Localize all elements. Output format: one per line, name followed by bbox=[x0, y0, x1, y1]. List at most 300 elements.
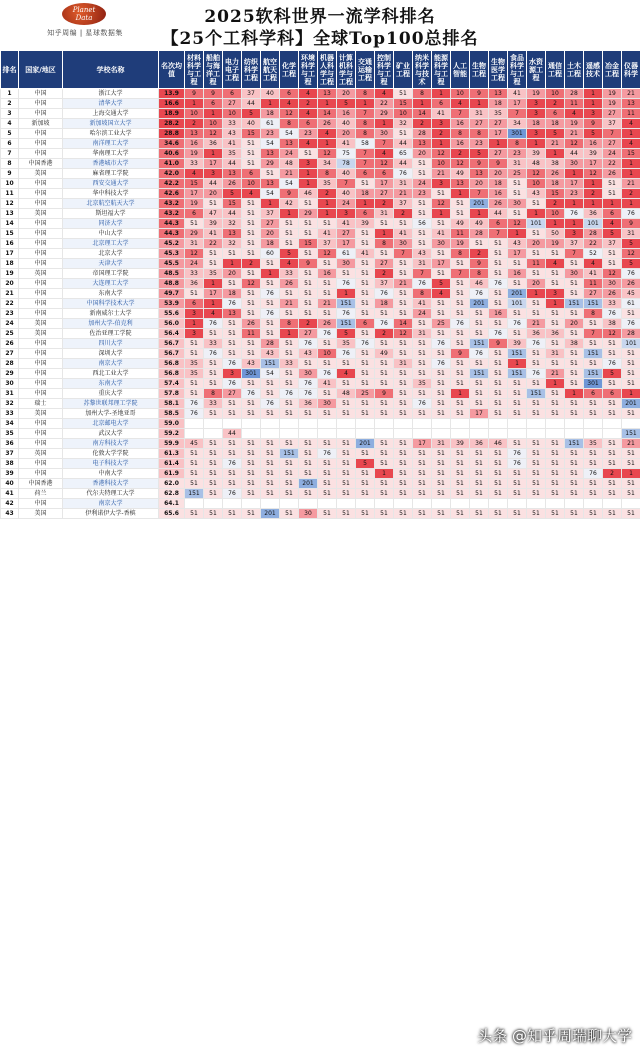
avg-cell: 57.8 bbox=[159, 389, 185, 399]
score-cell: 51 bbox=[299, 489, 318, 499]
score-cell: 17 bbox=[375, 179, 394, 189]
score-cell: 33 bbox=[185, 269, 204, 279]
score-cell: 20 bbox=[527, 239, 546, 249]
table-row bbox=[1, 309, 640, 319]
score-cell: 15 bbox=[299, 239, 318, 249]
school-cell: 东南大学 bbox=[63, 289, 159, 299]
score-cell: 26 bbox=[242, 319, 261, 329]
score-cell: 27 bbox=[603, 109, 622, 119]
score-cell: 15 bbox=[546, 189, 565, 199]
score-cell: 23 bbox=[299, 129, 318, 139]
score-cell: 51 bbox=[508, 259, 527, 269]
score-cell: 151 bbox=[508, 369, 527, 379]
score-cell: 6 bbox=[223, 89, 242, 99]
score-cell: 51 bbox=[280, 369, 299, 379]
score-cell: 1 bbox=[622, 469, 640, 479]
school-cell: 清华大学 bbox=[63, 99, 159, 109]
score-cell: 51 bbox=[394, 129, 413, 139]
score-cell: 1 bbox=[565, 389, 584, 399]
score-cell: 27 bbox=[299, 329, 318, 339]
avg-cell: 61.3 bbox=[159, 449, 185, 459]
score-cell: 1 bbox=[622, 169, 640, 179]
score-cell: 51 bbox=[489, 249, 508, 259]
score-cell: 51 bbox=[413, 389, 432, 399]
score-cell bbox=[375, 499, 394, 509]
score-cell: 51 bbox=[223, 439, 242, 449]
score-cell: 12 bbox=[432, 199, 451, 209]
score-cell: 31 bbox=[375, 209, 394, 219]
score-cell: 11 bbox=[565, 99, 584, 109]
avg-cell: 64.1 bbox=[159, 499, 185, 509]
avg-cell: 44.3 bbox=[159, 219, 185, 229]
score-cell: 51 bbox=[622, 349, 640, 359]
score-cell: 1 bbox=[223, 259, 242, 269]
score-cell: 17 bbox=[584, 159, 603, 169]
school-cell: 伊利诺伊大学-香槟 bbox=[63, 509, 159, 519]
score-cell: 9 bbox=[185, 89, 204, 99]
score-cell bbox=[280, 419, 299, 429]
rank-cell: 5 bbox=[1, 129, 19, 139]
score-cell: 4 bbox=[337, 369, 356, 379]
score-cell: 27 bbox=[470, 119, 489, 129]
score-cell: 51 bbox=[470, 329, 489, 339]
avg-cell: 56.8 bbox=[159, 359, 185, 369]
score-cell: 2 bbox=[432, 129, 451, 139]
score-cell: 51 bbox=[280, 229, 299, 239]
score-cell: 4 bbox=[204, 309, 223, 319]
region-cell: 中国 bbox=[19, 109, 63, 119]
region-cell: 美国 bbox=[19, 409, 63, 419]
score-cell: 27 bbox=[223, 389, 242, 399]
score-cell: 51 bbox=[413, 469, 432, 479]
rank-cell: 12 bbox=[1, 199, 19, 209]
region-cell: 中国 bbox=[19, 499, 63, 509]
score-cell: 51 bbox=[299, 309, 318, 319]
score-cell: 51 bbox=[451, 479, 470, 489]
school-cell: 香港城市大学 bbox=[63, 159, 159, 169]
score-cell: 51 bbox=[527, 299, 546, 309]
score-cell bbox=[261, 499, 280, 509]
score-cell: 76 bbox=[185, 399, 204, 409]
table-row bbox=[1, 229, 640, 239]
score-cell: 51 bbox=[470, 379, 489, 389]
score-cell: 51 bbox=[432, 479, 451, 489]
score-cell: 45 bbox=[622, 289, 640, 299]
score-cell bbox=[185, 419, 204, 429]
score-cell: 51 bbox=[356, 239, 375, 249]
school-cell: 加州大学-圣地亚哥 bbox=[63, 409, 159, 419]
score-cell: 76 bbox=[508, 319, 527, 329]
score-cell: 51 bbox=[470, 449, 489, 459]
score-cell: 76 bbox=[356, 339, 375, 349]
score-cell: 51 bbox=[280, 309, 299, 319]
score-cell: 51 bbox=[204, 329, 223, 339]
score-cell: 51 bbox=[451, 209, 470, 219]
score-cell: 14 bbox=[394, 319, 413, 329]
score-cell: 9 bbox=[489, 339, 508, 349]
score-cell: 51 bbox=[261, 459, 280, 469]
score-cell: 50 bbox=[546, 229, 565, 239]
rank-cell: 20 bbox=[1, 279, 19, 289]
table-row bbox=[1, 369, 640, 379]
score-cell: 39 bbox=[356, 219, 375, 229]
score-cell: 151 bbox=[280, 449, 299, 459]
score-cell: 51 bbox=[565, 399, 584, 409]
ranking-table bbox=[0, 50, 640, 519]
planet-data-logo bbox=[36, 3, 134, 39]
score-cell: 151 bbox=[565, 439, 584, 449]
score-cell: 13 bbox=[470, 169, 489, 179]
score-cell: 54 bbox=[280, 179, 299, 189]
score-cell: 51 bbox=[204, 199, 223, 209]
score-cell: 1 bbox=[337, 289, 356, 299]
score-cell: 51 bbox=[451, 469, 470, 479]
score-cell bbox=[337, 429, 356, 439]
score-cell: 33 bbox=[204, 339, 223, 349]
region-cell: 中国 bbox=[19, 349, 63, 359]
avg-cell: 56.7 bbox=[159, 339, 185, 349]
score-cell: 51 bbox=[204, 409, 223, 419]
rank-cell: 42 bbox=[1, 499, 19, 509]
score-cell: 30 bbox=[565, 269, 584, 279]
score-cell: 12 bbox=[185, 249, 204, 259]
rank-cell: 11 bbox=[1, 189, 19, 199]
score-cell: 51 bbox=[375, 459, 394, 469]
school-cell: 浙江大学 bbox=[63, 89, 159, 99]
score-cell: 24 bbox=[603, 149, 622, 159]
score-cell: 51 bbox=[375, 369, 394, 379]
score-cell: 51 bbox=[204, 509, 223, 519]
score-cell: 51 bbox=[413, 209, 432, 219]
score-cell: 51 bbox=[432, 399, 451, 409]
school-cell: 北京理工大学 bbox=[63, 239, 159, 249]
score-cell: 37 bbox=[242, 89, 261, 99]
score-cell: 26 bbox=[622, 279, 640, 289]
score-cell: 51 bbox=[603, 409, 622, 419]
score-cell: 51 bbox=[584, 449, 603, 459]
score-cell: 60 bbox=[261, 249, 280, 259]
score-cell: 31 bbox=[508, 159, 527, 169]
score-cell: 26 bbox=[603, 289, 622, 299]
score-cell: 5 bbox=[280, 249, 299, 259]
score-cell: 51 bbox=[584, 459, 603, 469]
score-cell: 51 bbox=[565, 279, 584, 289]
score-cell: 30 bbox=[337, 259, 356, 269]
score-cell: 4 bbox=[565, 109, 584, 119]
score-cell: 76 bbox=[337, 279, 356, 289]
score-cell: 24 bbox=[337, 199, 356, 209]
region-cell: 中国 bbox=[19, 259, 63, 269]
score-cell: 51 bbox=[337, 449, 356, 459]
avg-cell: 40.6 bbox=[159, 149, 185, 159]
score-cell: 18 bbox=[546, 179, 565, 189]
score-cell: 76 bbox=[299, 379, 318, 389]
score-cell: 51 bbox=[204, 369, 223, 379]
score-cell: 51 bbox=[337, 269, 356, 279]
rank-cell: 21 bbox=[1, 289, 19, 299]
score-cell: 76 bbox=[584, 469, 603, 479]
column-header: 环境科学与工程 bbox=[299, 51, 318, 89]
score-cell: 51 bbox=[451, 409, 470, 419]
score-cell: 7 bbox=[356, 159, 375, 169]
score-cell: 76 bbox=[432, 359, 451, 369]
score-cell: 51 bbox=[375, 309, 394, 319]
score-cell: 41 bbox=[584, 269, 603, 279]
score-cell: 37 bbox=[603, 239, 622, 249]
score-cell: 30 bbox=[565, 159, 584, 169]
score-cell: 13 bbox=[451, 179, 470, 189]
score-cell: 19 bbox=[603, 89, 622, 99]
score-cell: 51 bbox=[489, 319, 508, 329]
score-cell: 51 bbox=[242, 139, 261, 149]
score-cell: 51 bbox=[204, 489, 223, 499]
score-cell: 6 bbox=[356, 209, 375, 219]
score-cell: 21 bbox=[622, 179, 640, 189]
score-cell bbox=[356, 419, 375, 429]
score-cell: 51 bbox=[527, 359, 546, 369]
score-cell: 51 bbox=[565, 309, 584, 319]
table-row bbox=[1, 399, 640, 409]
school-cell: 中国科学技术大学 bbox=[63, 299, 159, 309]
score-cell: 2 bbox=[622, 189, 640, 199]
score-cell: 51 bbox=[508, 309, 527, 319]
score-cell: 51 bbox=[451, 259, 470, 269]
school-cell: 南方科技大学 bbox=[63, 439, 159, 449]
column-header: 电力电子工程 bbox=[223, 51, 242, 89]
table-row bbox=[1, 149, 640, 159]
score-cell: 51 bbox=[394, 309, 413, 319]
score-cell: 11 bbox=[527, 259, 546, 269]
score-cell: 51 bbox=[527, 349, 546, 359]
score-cell: 18 bbox=[489, 99, 508, 109]
score-cell: 8 bbox=[470, 129, 489, 139]
score-cell: 51 bbox=[223, 399, 242, 409]
score-cell: 51 bbox=[489, 509, 508, 519]
score-cell: 41 bbox=[394, 229, 413, 239]
score-cell: 76 bbox=[223, 459, 242, 469]
score-cell: 5 bbox=[470, 149, 489, 159]
score-cell: 4 bbox=[375, 149, 394, 159]
score-cell: 51 bbox=[185, 219, 204, 229]
score-cell: 51 bbox=[242, 479, 261, 489]
score-cell: 151 bbox=[584, 369, 603, 379]
score-cell: 51 bbox=[413, 229, 432, 239]
score-cell: 1 bbox=[508, 359, 527, 369]
column-header: 生物工程 bbox=[470, 51, 489, 89]
score-cell: 2 bbox=[584, 189, 603, 199]
score-cell: 44 bbox=[223, 209, 242, 219]
score-cell: 51 bbox=[432, 329, 451, 339]
score-cell: 9 bbox=[489, 159, 508, 169]
column-header: 控制科学与工程 bbox=[375, 51, 394, 89]
table-row bbox=[1, 189, 640, 199]
score-cell: 9 bbox=[584, 119, 603, 129]
score-cell: 51 bbox=[451, 279, 470, 289]
score-cell: 39 bbox=[527, 149, 546, 159]
score-cell bbox=[356, 429, 375, 439]
score-cell: 36 bbox=[584, 209, 603, 219]
region-cell: 中国香港 bbox=[19, 479, 63, 489]
score-cell: 51 bbox=[318, 359, 337, 369]
score-cell: 51 bbox=[242, 349, 261, 359]
score-cell bbox=[603, 429, 622, 439]
score-cell: 9 bbox=[204, 89, 223, 99]
score-cell bbox=[261, 419, 280, 429]
score-cell: 7 bbox=[451, 269, 470, 279]
score-cell: 51 bbox=[489, 409, 508, 419]
score-cell bbox=[432, 419, 451, 429]
table-row bbox=[1, 209, 640, 219]
score-cell: 35 bbox=[584, 439, 603, 449]
school-cell: 同济大学 bbox=[63, 219, 159, 229]
score-cell: 5 bbox=[356, 459, 375, 469]
score-cell: 51 bbox=[394, 439, 413, 449]
ranking-table-container bbox=[0, 50, 640, 1056]
score-cell: 51 bbox=[603, 439, 622, 449]
score-cell: 51 bbox=[394, 469, 413, 479]
score-cell: 51 bbox=[356, 379, 375, 389]
score-cell: 43 bbox=[527, 189, 546, 199]
score-cell: 51 bbox=[318, 439, 337, 449]
score-cell: 51 bbox=[546, 339, 565, 349]
region-cell: 中国 bbox=[19, 309, 63, 319]
region-cell: 中国 bbox=[19, 419, 63, 429]
score-cell: 22 bbox=[375, 99, 394, 109]
score-cell: 51 bbox=[432, 459, 451, 469]
score-cell: 27 bbox=[584, 289, 603, 299]
score-cell: 1 bbox=[565, 219, 584, 229]
score-cell: 39 bbox=[584, 149, 603, 159]
score-cell: 1 bbox=[280, 329, 299, 339]
score-cell: 51 bbox=[394, 289, 413, 299]
score-cell: 51 bbox=[432, 219, 451, 229]
score-cell: 35 bbox=[204, 269, 223, 279]
logo-subtitle: 知乎周编 | 星球数据集 bbox=[47, 29, 123, 37]
score-cell: 3 bbox=[565, 229, 584, 239]
score-cell: 15 bbox=[394, 99, 413, 109]
score-cell: 51 bbox=[356, 479, 375, 489]
score-cell: 31 bbox=[470, 109, 489, 119]
score-cell: 51 bbox=[508, 409, 527, 419]
region-cell: 中国 bbox=[19, 199, 63, 209]
region-cell: 中国 bbox=[19, 289, 63, 299]
score-cell: 51 bbox=[394, 259, 413, 269]
score-cell: 201 bbox=[299, 479, 318, 489]
score-cell bbox=[280, 429, 299, 439]
score-cell: 6 bbox=[375, 169, 394, 179]
score-cell: 7 bbox=[394, 249, 413, 259]
score-cell: 29 bbox=[185, 229, 204, 239]
score-cell: 1 bbox=[527, 289, 546, 299]
score-cell: 41 bbox=[318, 379, 337, 389]
score-cell: 9 bbox=[280, 189, 299, 199]
score-cell: 51 bbox=[603, 459, 622, 469]
score-cell bbox=[489, 419, 508, 429]
column-header: 机器人科学与工程 bbox=[318, 51, 337, 89]
avg-cell: 34.6 bbox=[159, 139, 185, 149]
score-cell: 51 bbox=[318, 479, 337, 489]
page-header bbox=[0, 0, 640, 50]
score-cell: 51 bbox=[242, 239, 261, 249]
watermark: 头条 @知乎周瑞聊大学 bbox=[477, 1027, 632, 1045]
score-cell: 2 bbox=[375, 269, 394, 279]
score-cell: 1 bbox=[603, 199, 622, 209]
score-cell: 51 bbox=[622, 509, 640, 519]
score-cell: 151 bbox=[185, 489, 204, 499]
score-cell: 19 bbox=[603, 99, 622, 109]
region-cell: 英国 bbox=[19, 449, 63, 459]
score-cell: 51 bbox=[185, 509, 204, 519]
score-cell: 41 bbox=[413, 299, 432, 309]
score-cell: 21 bbox=[394, 279, 413, 289]
score-cell: 51 bbox=[299, 199, 318, 209]
score-cell: 51 bbox=[261, 479, 280, 489]
score-cell bbox=[584, 429, 603, 439]
score-cell: 51 bbox=[299, 439, 318, 449]
score-cell: 14 bbox=[318, 109, 337, 119]
score-cell bbox=[318, 419, 337, 429]
avg-cell: 28.2 bbox=[159, 119, 185, 129]
region-cell: 中国 bbox=[19, 369, 63, 379]
score-cell: 51 bbox=[432, 349, 451, 359]
score-cell: 1 bbox=[204, 299, 223, 309]
score-cell: 21 bbox=[622, 89, 640, 99]
avg-cell: 58.1 bbox=[159, 399, 185, 409]
score-cell: 1 bbox=[432, 209, 451, 219]
score-cell: 5 bbox=[337, 329, 356, 339]
rank-cell: 6 bbox=[1, 139, 19, 149]
score-cell: 51 bbox=[622, 379, 640, 389]
score-cell: 51 bbox=[413, 509, 432, 519]
column-header: 材料科学与工程 bbox=[185, 51, 204, 89]
region-cell: 中国 bbox=[19, 139, 63, 149]
score-cell: 21 bbox=[527, 319, 546, 329]
column-header: 排名 bbox=[1, 51, 19, 89]
score-cell: 51 bbox=[413, 479, 432, 489]
score-cell: 76 bbox=[318, 449, 337, 459]
region-cell: 美国 bbox=[19, 169, 63, 179]
score-cell: 51 bbox=[242, 379, 261, 389]
score-cell: 51 bbox=[242, 339, 261, 349]
column-header: 名次均值 bbox=[159, 51, 185, 89]
region-cell: 中国 bbox=[19, 179, 63, 189]
score-cell: 23 bbox=[565, 189, 584, 199]
score-cell: 5 bbox=[242, 109, 261, 119]
score-cell: 7 bbox=[603, 129, 622, 139]
score-cell: 51 bbox=[261, 329, 280, 339]
score-cell: 35 bbox=[185, 359, 204, 369]
score-cell: 51 bbox=[394, 219, 413, 229]
score-cell: 31 bbox=[622, 229, 640, 239]
column-header: 食品科学与工程 bbox=[508, 51, 527, 89]
score-cell: 51 bbox=[432, 449, 451, 459]
column-header: 交通运输工程 bbox=[356, 51, 375, 89]
score-cell: 26 bbox=[318, 119, 337, 129]
score-cell: 76 bbox=[375, 289, 394, 299]
score-cell bbox=[470, 499, 489, 509]
rank-cell: 41 bbox=[1, 489, 19, 499]
score-cell: 21 bbox=[318, 299, 337, 309]
region-cell: 中国 bbox=[19, 99, 63, 109]
score-cell: 6 bbox=[546, 109, 565, 119]
score-cell: 8 bbox=[356, 119, 375, 129]
school-cell: 西北工业大学 bbox=[63, 369, 159, 379]
score-cell: 7 bbox=[375, 139, 394, 149]
score-cell: 12 bbox=[603, 329, 622, 339]
score-cell: 22 bbox=[603, 159, 622, 169]
avg-cell: 59.2 bbox=[159, 429, 185, 439]
score-cell: 51 bbox=[375, 359, 394, 369]
